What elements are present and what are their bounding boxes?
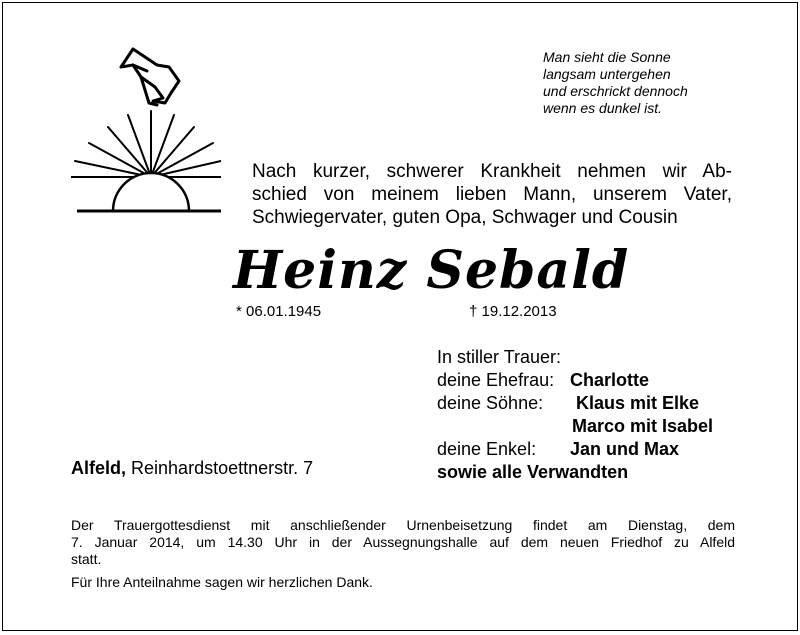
birth-date: * 06.01.1945	[236, 303, 322, 320]
wife-name: Charlotte	[570, 370, 650, 390]
announcement-line: schied von meinem lieben Mann, unserem Vater,	[252, 184, 732, 205]
service-line: statt.	[71, 551, 102, 567]
son-name: Klaus mit Elke	[576, 393, 700, 413]
quote-line: langsam untergehen	[543, 66, 671, 82]
thanks-line: Für Ihre Anteilnahme sagen wir herzlichen Dank.	[71, 574, 373, 590]
relatives-line: sowie alle Verwandten	[437, 462, 629, 482]
announcement-text	[252, 160, 732, 229]
obituary-notice	[2, 2, 798, 631]
service-line: 7. Januar 2014, um 14.30 Uhr in der Aussegnungshalle auf dem neuen Friedhof zu Alfeld	[71, 534, 735, 550]
address	[71, 458, 313, 479]
announcement-line: Schwiegervater, guten Opa, Schwager und Cousin	[252, 207, 678, 228]
grandchildren-label: deine Enkel:	[437, 439, 537, 459]
service-line: Der Trauergottesdienst mit anschließender Urnenbeisetzung findet am Dienstag, dem	[71, 517, 735, 533]
address-street: Reinhardstoettnerstr. 7	[131, 458, 314, 478]
announcement-line: Nach kurzer, schwerer Krankheit nehmen wir Ab-	[252, 161, 732, 182]
quote-line: wenn es dunkel ist.	[543, 100, 663, 116]
wife-label: deine Ehefrau:	[437, 370, 555, 390]
son-name: Marco mit Isabel	[572, 416, 714, 436]
dove-icon	[121, 49, 179, 105]
deceased-name: Heinz Sebald	[233, 240, 630, 301]
quote-line: und erschrickt dennoch	[543, 83, 688, 99]
service-info	[71, 517, 735, 568]
sun-rays-icon	[71, 111, 221, 177]
quote-line: Man sieht die Sonne	[543, 49, 671, 65]
sons-label: deine Söhne:	[437, 393, 544, 413]
grandchildren-names: Jan und Max	[570, 439, 680, 459]
dove-sun-icon	[71, 43, 221, 223]
mourners-heading: In stiller Trauer:	[437, 347, 562, 367]
death-date: † 19.12.2013	[469, 303, 557, 320]
poem-quote	[543, 49, 763, 117]
sun-disc-icon	[113, 173, 189, 211]
address-town: Alfeld,	[71, 458, 127, 478]
